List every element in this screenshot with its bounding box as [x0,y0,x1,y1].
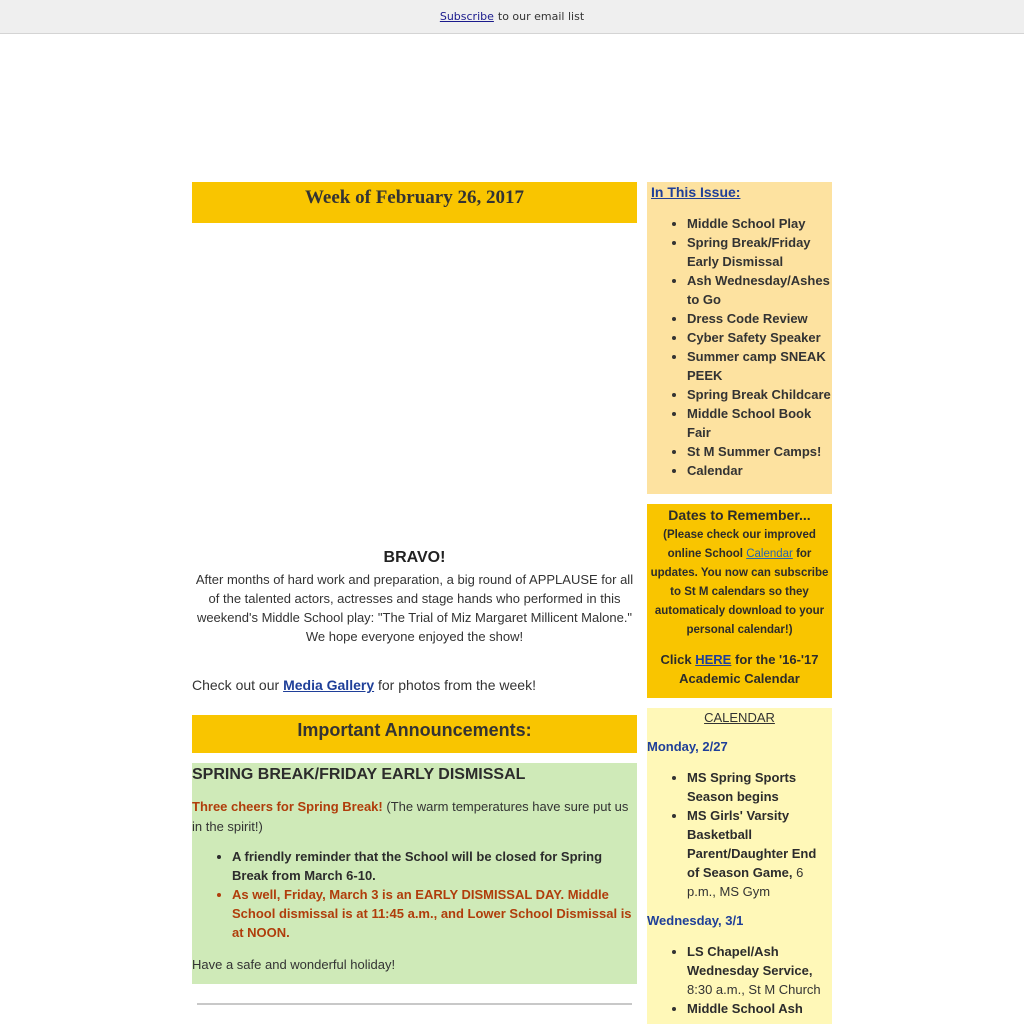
event-title: Middle School Ash [687,1001,803,1016]
event-title: LS Chapel/Ash Wednesday Service, [687,944,813,978]
calendar-day-wednesday: Wednesday, 3/1 [647,913,744,928]
spring-break-section [192,763,637,984]
calendar-day-monday: Monday, 2/27 [647,739,728,754]
calendar-title: CALENDAR [704,710,775,725]
calendar-event [687,768,832,806]
dates-note-after: for updates. You now can subscribe to St M calendars so they automaticaly download to your personal calendar!) [650,548,829,636]
photo-area [192,223,637,548]
here-link[interactable]: HERE [695,652,732,667]
section-divider [197,1003,632,1005]
in-this-issue-title[interactable]: In This Issue: [651,184,741,200]
spring-break-heading: SPRING BREAK/FRIDAY EARLY DISMISSAL [192,766,526,783]
cheers-text: Three cheers for Spring Break! [192,799,383,814]
subscribe-text: to our email list [497,10,585,23]
calendar-event [687,806,832,901]
click-prefix: Click [660,652,692,667]
academic-calendar-line [647,650,832,688]
week-banner [192,182,637,223]
issue-item: • Spring Break Childcare [687,385,832,404]
spring-break-intro [192,797,637,837]
issue-item: • Dress Code Review [687,309,832,328]
cheers-rest: (The warm temperatures have sure put us in the spirit!) [192,799,629,834]
issue-item: • Cyber Safety Speaker [687,328,832,347]
in-this-issue-box [647,182,832,494]
issue-item: • Calendar [687,461,832,480]
calendar-box [647,708,832,1024]
issue-item: • Middle School Play [687,214,832,233]
dates-note [647,526,832,640]
calendar-event [687,942,832,999]
issue-item: • Summer camp SNEAK PEEK [687,347,832,385]
list-item: • A friendly reminder that the School will be closed for Spring Break from March 6-10. [232,847,637,885]
main-column [192,182,637,984]
media-gallery-link[interactable]: Media Gallery [283,677,375,693]
bravo-title: BRAVO! [383,549,446,566]
list-item: • As well, Friday, March 3 is an EARLY DISMISSAL DAY. Middle School dismissal is at 11:45 a.m., and Lower School Dismissal is at NOON. [232,885,637,942]
issue-item: • St M Summer Camps! [687,442,832,461]
event-title: MS Girls' Varsity Basketball Parent/Daughter End of Season Game, [687,808,817,880]
dates-title: Dates to Remember... [668,507,811,523]
dates-to-remember-box [647,504,832,698]
issue-item: • Middle School Book Fair [687,404,832,442]
calendar-list-monday [647,768,832,901]
subscribe-link[interactable]: Subscribe [439,10,494,23]
issue-item: • Ash Wednesday/Ashes to Go [687,271,832,309]
dates-note-before: (Please check our improved online School [663,529,816,560]
event-detail: 6 p.m., MS Gym [687,865,804,899]
calendar-list-wednesday [647,942,832,1018]
in-this-issue-list [647,214,832,480]
gallery-prefix: Check out our [192,677,280,693]
announcements-banner [192,715,637,753]
calendar-link[interactable]: Calendar [746,548,793,560]
subscribe-bar [0,0,1024,34]
event-detail: 8:30 a.m., St M Church [687,982,821,997]
announcements-title: Important Announcements: [297,720,532,740]
week-title: Week of February 26, 2017 [304,187,524,208]
gallery-suffix: for photos from the week! [378,677,536,693]
calendar-event [687,999,832,1018]
event-title: MS Spring Sports Season begins [687,770,797,804]
sidebar [647,182,832,1024]
spring-break-closing: Have a safe and wonderful holiday! [192,957,396,972]
bravo-text: After months of hard work and preparation, a big round of APPLAUSE for all of the talented actors, actresses and stage hands who performed in this weekend's Middle School play: "The Trial of Miz Margaret Millicent Malone." We hope everyone enjoyed the show! [195,572,634,644]
media-gallery-line [192,675,637,695]
click-suffix: for the '16-'17 Academic Calendar [679,652,819,686]
spring-break-list [192,847,637,942]
issue-item: • Spring Break/Friday Early Dismissal [687,233,832,271]
